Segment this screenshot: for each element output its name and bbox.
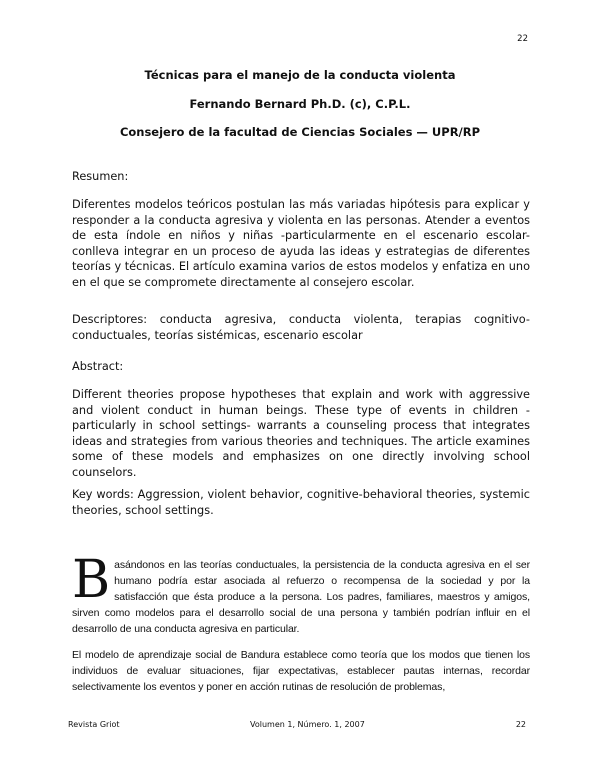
body-paragraph-1-text: asándonos en las teorías conductuales, la persistencia de la conducta agresiva en el ser humano podría estar asociada al refuerzo o recompensa de la sociedad y por la satisfacción que ésta produce a la persona. Los padres, familiares, maestros y amigos, sirven como modelos para el desarrollo social de una persona y también podrían influir en el desarrollo de una conducta agresiva en particular. bbox=[72, 559, 530, 635]
abstract-paragraph: Different theories propose hypotheses that explain and work with aggressive and violent conduct in human beings. These type of events in children -particularly in school settings- warrants a counseling process that integrates ideas and strategies from various theories and techniques. The article examines some of these models and emphasizes on one directly involving school counselors. bbox=[72, 388, 530, 479]
page-number-top: 22 bbox=[517, 34, 528, 44]
drop-cap: B bbox=[72, 550, 111, 610]
descriptores-paragraph: Descriptores: conducta agresiva, conducta violenta, terapias cognitivo-conductuales, teorías sistémicas, escenario escolar bbox=[72, 313, 530, 342]
body-paragraph-2: El modelo de aprendizaje social de Bandura establece como teoría que los modos que tienen los individuos de evaluar situaciones, fijar expectativas, establecer pautas internas, recordar selectivamente los eventos y poner en acción rutinas de resolución de problemas, bbox=[72, 649, 530, 693]
affiliation-line: Consejero de la facultad de Ciencias Sociales — UPR/RP bbox=[119, 125, 481, 139]
keywords-paragraph: Key words: Aggression, violent behavior, cognitive-behavioral theories, systemic theories, school settings. bbox=[72, 488, 530, 517]
footer-volume: Volumen 1, Número. 1, 2007 bbox=[250, 720, 365, 729]
article-title: Técnicas para el manejo de la conducta violenta bbox=[144, 68, 456, 82]
resumen-paragraph: Diferentes modelos teóricos postulan las más variadas hipótesis para explicar y responder a la conducta agresiva y violenta en las personas. Atender a eventos de esta índole en niños y niñas -particularmente en el escenario escolar- conlleva integrar en un proceso de ayuda las ideas y estrategias de diferentes teorías y técnicas. El artículo examina varios de estos modelos y enfatiza en uno en el que se compromete directamente al consejero escolar. bbox=[72, 198, 530, 289]
body-paragraph-1 bbox=[72, 550, 530, 637]
author-line: Fernando Bernard Ph.D. (c), C.P.L. bbox=[189, 97, 411, 111]
abstract-label: Abstract: bbox=[72, 360, 124, 373]
footer-page-number: 22 bbox=[515, 720, 526, 729]
resumen-label: Resumen: bbox=[72, 170, 129, 183]
footer-journal: Revista Griot bbox=[68, 720, 120, 729]
